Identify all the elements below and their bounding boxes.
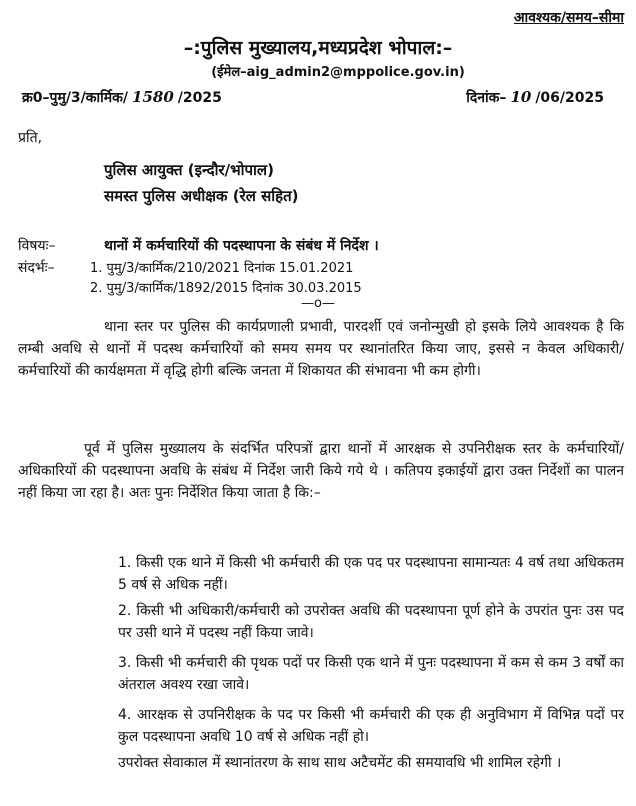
- reference-year: /2025: [177, 90, 222, 106]
- closing-paragraph: उपरोक्त सेवाकाल में स्थानांतरण के साथ साथ अटैचमेंट की समयावधि भी शामिल रहेगी ।: [118, 755, 562, 771]
- recipient-prefix: प्रति,: [18, 130, 43, 146]
- urgency-label: आवश्यक/समय–सीमा: [513, 10, 624, 26]
- date-label: दिनांक–: [466, 90, 507, 106]
- directive-point-1: 1. किसी एक थाने में किसी भी कर्मचारी की एक पद पर पदस्थापना सामान्यतः 4 वर्ष तथा अधिकतम 5 वर्ष से अधिक नहीं।: [118, 555, 624, 593]
- reference-item-1: 1. पुमु/3/कार्मिक/210/2021 दिनांक 15.01.2021: [90, 261, 354, 276]
- reference-prefix: क्र0–पुमु/3/कार्मिक/: [22, 90, 129, 106]
- issuer-title: –:पुलिस मुख्यालय,मध्यप्रदेश भोपाल:–: [183, 37, 453, 59]
- issuer-email: (ईमेल–aig_admin2@mppolice.gov.in): [211, 65, 465, 80]
- handwritten-day: 10: [510, 88, 532, 106]
- handwritten-number: 1580: [132, 88, 174, 106]
- date-rest: /06/2025: [535, 90, 604, 106]
- references-label: संदर्भः–: [18, 260, 55, 276]
- subject-text: थानों में कर्मचारियों की पदस्थापना के संबंध में निर्देश ।: [104, 238, 379, 254]
- paragraph-2: पूर्व में पुलिस मुख्यालय के संदर्भित परिपत्रों द्वारा थानों में आरक्षक से उपनिरीक्षक स्तर के कर्मचारियों/अधिकारियों की पदस्थापना अवधि के संबंध में निर्देश जारी किये गये थे । कतिपय इकाईयों द्वारा उक्त निर्देशों का पालन नहीं किया जा रहा है। अतः पुनः निर्देशित किया जाता है कि:–: [18, 441, 624, 501]
- directive-point-2: 2. किसी भी अधिकारी/कर्मचारी को उपरोक्त अवधि की पदस्थापना पूर्ण होने के उपरांत पुनः उस पद पर उसी थाने में पदस्थ नहीं किया जावे।: [118, 603, 624, 641]
- paragraph-1: थाना स्तर पर पुलिस की कार्यप्रणाली प्रभावी, पारदर्शी एवं जनोन्मुखी हो इसके लिये आवश्यक है कि लम्बी अवधि से थानों में पदस्थ कर्मचारियों को समय समय पर स्थानांतरित किया जाए, इससे न केवल अधिकारी/कर्मचारियों की कार्यक्षमता में वृद्धि होगी बल्कि जनता में शिकायत की संभावना भी कम होगी।: [18, 319, 624, 379]
- section-divider: —o—: [301, 296, 335, 311]
- recipient-line-2: समस्त पुलिस अधीक्षक (रेल सहित): [104, 187, 299, 205]
- recipient-line-1: पुलिस आयुक्त (इन्दौर/भोपाल): [104, 161, 274, 179]
- issue-date: [466, 88, 604, 107]
- directive-point-4: 4. आरक्षक से उपनिरीक्षक के पद पर किसी भी कर्मचारी की एक ही अनुविभाग में विभिन्न पदों पर कुल पदस्थापना अवधि 10 वर्ष से अधिक नहीं हो।: [118, 707, 624, 745]
- reference-item-2: 2. पुमु/3/कार्मिक/1892/2015 दिनांक 30.03.2015: [90, 281, 362, 296]
- subject-label: विषयः–: [18, 238, 56, 254]
- directive-point-3: 3. किसी भी कर्मचारी की पृथक पदों पर किसी एक थाने में पुनः पदस्थापना में कम से कम 3 वर्षों का अंतराल अवश्य रखा जावे।: [118, 655, 624, 693]
- reference-number: [22, 88, 222, 107]
